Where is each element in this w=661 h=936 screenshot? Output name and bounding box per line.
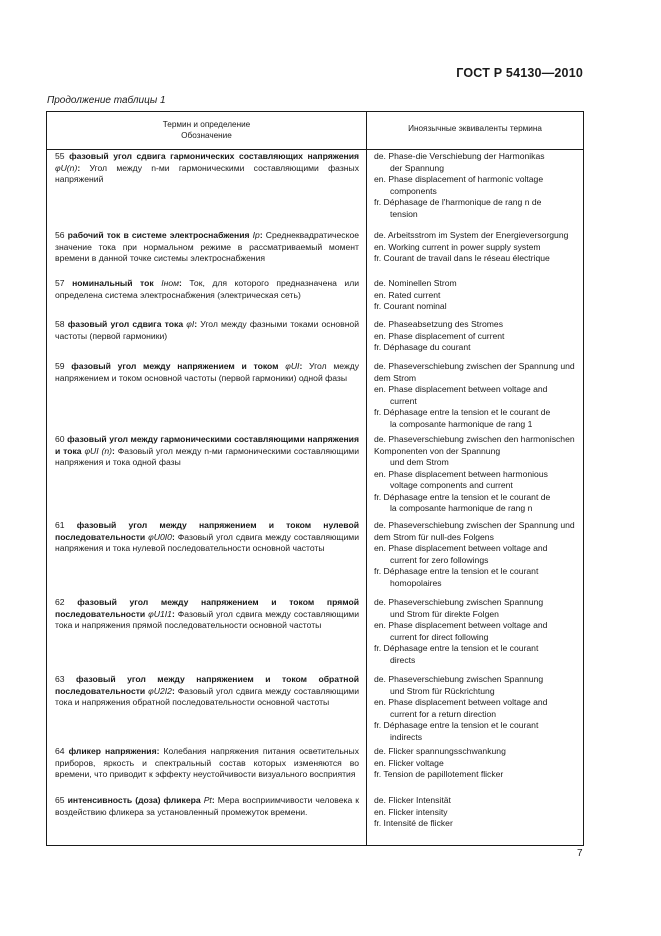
term-definition	[55, 795, 359, 818]
term-colon: :	[299, 361, 310, 371]
term-symbol: Iр	[252, 230, 260, 240]
term-colon: :	[179, 278, 190, 288]
term-symbol: Pt	[203, 795, 212, 805]
term-colon: :	[112, 445, 118, 456]
equivalent-line: fr. Déphasage entre la tension et le courant de	[374, 491, 551, 502]
term-number: 55	[55, 151, 70, 161]
term-number: 63	[55, 674, 77, 684]
foreign-equivalents	[374, 434, 580, 515]
document-standard-number: ГОСТ Р 54130—2010	[456, 66, 583, 80]
equivalent-line: en. Phase displacement between voltage and	[374, 697, 548, 707]
term-number: 56	[55, 230, 68, 240]
term-colon: :	[259, 230, 266, 240]
foreign-equivalents	[374, 746, 580, 781]
equivalent-line: de. Phaseverschiebung zwischen Spannung	[374, 674, 544, 684]
term-name: фазовый угол сдвига тока	[67, 319, 184, 329]
equivalent-line: la composante harmonique de rang n	[390, 503, 533, 513]
equivalent-line: de. Phaseverschiebung zwischen der Spannung und dem Strom	[374, 361, 575, 383]
term-definition-text: Фазовый угол сдвига между составляющими тока и напряжения прямой последовательности основной частоты	[55, 608, 360, 630]
equivalent-line: fr. Courant de travail dans le réseau électrique	[374, 253, 550, 263]
equivalent-line: tension	[390, 208, 418, 219]
term-number: 57	[55, 278, 73, 288]
header-term-title: Термин и определение	[162, 120, 251, 129]
equivalent-line: en. Phase displacement of current	[374, 330, 505, 341]
table-continuation-caption: Продолжение таблицы 1	[47, 95, 166, 106]
equivalent-line: fr. Déphasage entre la tension et le courant	[374, 566, 539, 576]
term-definition	[55, 278, 359, 301]
foreign-equivalents	[374, 361, 580, 430]
equivalent-line: de. Phaseabsetzung des Stromes	[374, 319, 503, 329]
equivalent-line: de. Flicker Intensität	[374, 795, 451, 805]
equivalent-line: en. Working current in power supply system	[374, 241, 541, 252]
equivalent-line: de. Flicker spannungsschwankung	[374, 746, 506, 756]
term-definition	[55, 597, 359, 632]
foreign-equivalents	[374, 319, 580, 354]
term-symbol: φU1I1	[148, 608, 172, 619]
equivalent-line: en. Phase displacement between voltage and	[374, 384, 548, 394]
equivalent-line: der Spannung	[390, 162, 444, 173]
term-definition	[55, 434, 359, 469]
term-definition	[55, 520, 359, 555]
equivalent-line: de. Phase-die Verschiebung der Harmonikas	[374, 151, 545, 161]
term-definition-text: Угол между n-ми гармоническими составляющими фазных напряжений	[55, 162, 360, 184]
term-number: 58	[55, 319, 68, 329]
term-symbol: φU0I0	[148, 531, 172, 542]
term-symbol: φI	[186, 319, 195, 329]
term-name: фазовый угол между напряжением и током нулевой последовательности	[55, 520, 359, 542]
foreign-equivalents	[374, 151, 580, 220]
term-name: фазовый угол между гармоническими составляющими напряжения и тока	[55, 434, 359, 456]
term-number: 64	[55, 746, 69, 756]
foreign-equivalents	[374, 278, 580, 313]
term-name: фазовый угол сдвига гармонических составляющих напряжения	[69, 151, 360, 161]
term-number: 60	[55, 434, 68, 444]
foreign-equivalents	[374, 674, 580, 743]
equivalent-line: en. Rated current	[374, 289, 441, 300]
term-symbol: φU2I2	[148, 685, 172, 696]
equivalent-line: de. Nominellen Strom	[374, 278, 457, 288]
equivalent-line: fr. Déphasage du courant	[374, 342, 471, 352]
foreign-equivalents	[374, 520, 580, 589]
term-name: фазовый угол между напряжением и током обратной последовательности	[55, 674, 360, 696]
term-definition	[55, 319, 359, 342]
term-definition	[55, 674, 359, 709]
equivalent-line: fr. Déphasage entre la tension et le courant	[374, 720, 539, 730]
equivalent-line: en. Phase displacement of harmonic voltage	[374, 174, 544, 184]
term-definition	[55, 361, 359, 384]
term-colon: :	[156, 746, 164, 756]
equivalent-line: current for direct following	[390, 631, 489, 642]
equivalent-line: homopolaires	[390, 577, 442, 588]
term-definition-text: Угол между напряжением и током основной частоты (первой гармоники) одной фазы	[55, 361, 359, 383]
equivalent-line: voltage components and current	[390, 480, 513, 490]
term-colon: :	[194, 319, 201, 329]
term-name: фликер напряжения	[68, 746, 157, 756]
header-term-column	[47, 119, 366, 141]
equivalent-line: current	[390, 395, 417, 406]
equivalent-line: de. Arbeitsstrom im System der Energieversorgung	[374, 230, 569, 240]
term-definition-text: Угол между фазными токами основной частоты (первой гармоники)	[55, 319, 360, 341]
term-number: 59	[55, 361, 72, 371]
term-definition-text: Среднеквадратическое значение тока при нормальном режиме в рассматриваемый момент времени в данной точке системы электроснабжения	[55, 230, 360, 263]
column-divider	[366, 149, 367, 845]
equivalent-line: de. Phaseverschiebung zwischen der Spannung und dem Strom für null-des Folgens	[374, 520, 575, 542]
term-number: 61	[55, 520, 77, 530]
equivalent-line: current for a return direction	[390, 708, 497, 719]
equivalent-line: current for zero followings	[390, 554, 489, 565]
equivalent-line: und Strom für direkte Folgen	[390, 608, 499, 619]
equivalent-line: en. Phase displacement between harmonious	[374, 468, 548, 479]
term-colon: :	[211, 795, 218, 805]
equivalent-line: en. Phase displacement between voltage and	[374, 543, 548, 553]
equivalent-line: en. Phase displacement between voltage and	[374, 620, 548, 630]
foreign-equivalents	[374, 597, 580, 666]
equivalent-line: en. Flicker voltage	[374, 757, 444, 768]
equivalent-line: de. Phaseverschiebung zwischen den harmonischen Komponenten von der Spannung	[374, 434, 575, 456]
foreign-equivalents	[374, 230, 580, 265]
term-definition	[55, 230, 359, 265]
term-number: 65	[55, 795, 68, 805]
term-definition-text: Фазовый угол сдвига между составляющими тока и напряжения обратной последовательности основной частоты	[55, 685, 360, 707]
header-term-subtitle: Обозначение	[181, 131, 232, 140]
term-definition	[55, 151, 359, 186]
equivalent-line: directs	[390, 654, 416, 665]
equivalent-line: und Strom für Rückrichtung	[390, 685, 495, 696]
term-number: 62	[55, 597, 78, 607]
term-name: рабочий ток в системе электроснабжения	[67, 230, 250, 240]
term-definition-text: Фазовый угол между n-ми гармоническими составляющими напряжения и тока одной фазы	[55, 445, 360, 467]
equivalent-line: fr. Déphasage entre la tension et le courant de	[374, 407, 551, 417]
term-definition-text: Мера восприимчивости человека к воздействию фликера за установленный промежуток времени.	[55, 795, 360, 817]
equivalent-line: de. Phaseverschiebung zwischen Spannung	[374, 597, 544, 607]
equivalent-line: en. Flicker intensity	[374, 806, 448, 817]
term-colon: :	[171, 531, 178, 542]
term-symbol: Iном	[161, 278, 179, 288]
term-colon: :	[77, 162, 90, 173]
term-colon: :	[171, 608, 178, 619]
equivalent-line: indirects	[390, 731, 422, 742]
term-symbol: φUI	[285, 361, 300, 371]
equivalent-line: fr. Tension de papillotement flicker	[374, 769, 504, 779]
term-definition-text: Ток, для которого предназначена или определена система электроснабжения (электрическая сеть)	[55, 278, 360, 300]
equivalent-line: fr. Intensité de flicker	[374, 818, 453, 828]
term-name: фазовый угол между напряжением и током	[71, 361, 279, 371]
page-number: 7	[577, 848, 583, 859]
equivalent-line: fr. Déphasage entre la tension et le courant	[374, 643, 539, 653]
header-equivalents-column: Иноязычные эквиваленты термина	[408, 124, 542, 133]
term-symbol: φU(n)	[55, 162, 78, 173]
term-definition-text: Колебания напряжения питания осветительных приборов, яркость и спектральный состав которых изменяются во времени, что приводит к эффекту неустойчивости визуального восприятия	[55, 746, 360, 779]
table-header	[47, 112, 583, 150]
equivalent-line: und dem Strom	[390, 457, 449, 467]
equivalent-line: fr. Déphasage de l'harmonique de rang n de	[374, 197, 542, 207]
term-definition	[55, 746, 359, 781]
equivalent-line: la composante harmonique de rang 1	[390, 418, 533, 429]
terms-table	[46, 111, 584, 846]
term-definition-text: Фазовый угол сдвига между составляющими напряжения и тока нулевой последовательности основной частоты	[55, 531, 360, 553]
term-name: интенсивность (доза) фликера	[67, 795, 201, 805]
term-name: фазовый угол между напряжением и током прямой последовательности	[55, 597, 359, 619]
term-colon: :	[171, 685, 178, 696]
foreign-equivalents	[374, 795, 580, 830]
term-name: номинальный ток	[72, 278, 154, 288]
equivalent-line: fr. Courant nominal	[374, 301, 447, 311]
equivalent-line: components	[390, 185, 437, 196]
term-symbol: φUI (n)	[84, 445, 113, 456]
